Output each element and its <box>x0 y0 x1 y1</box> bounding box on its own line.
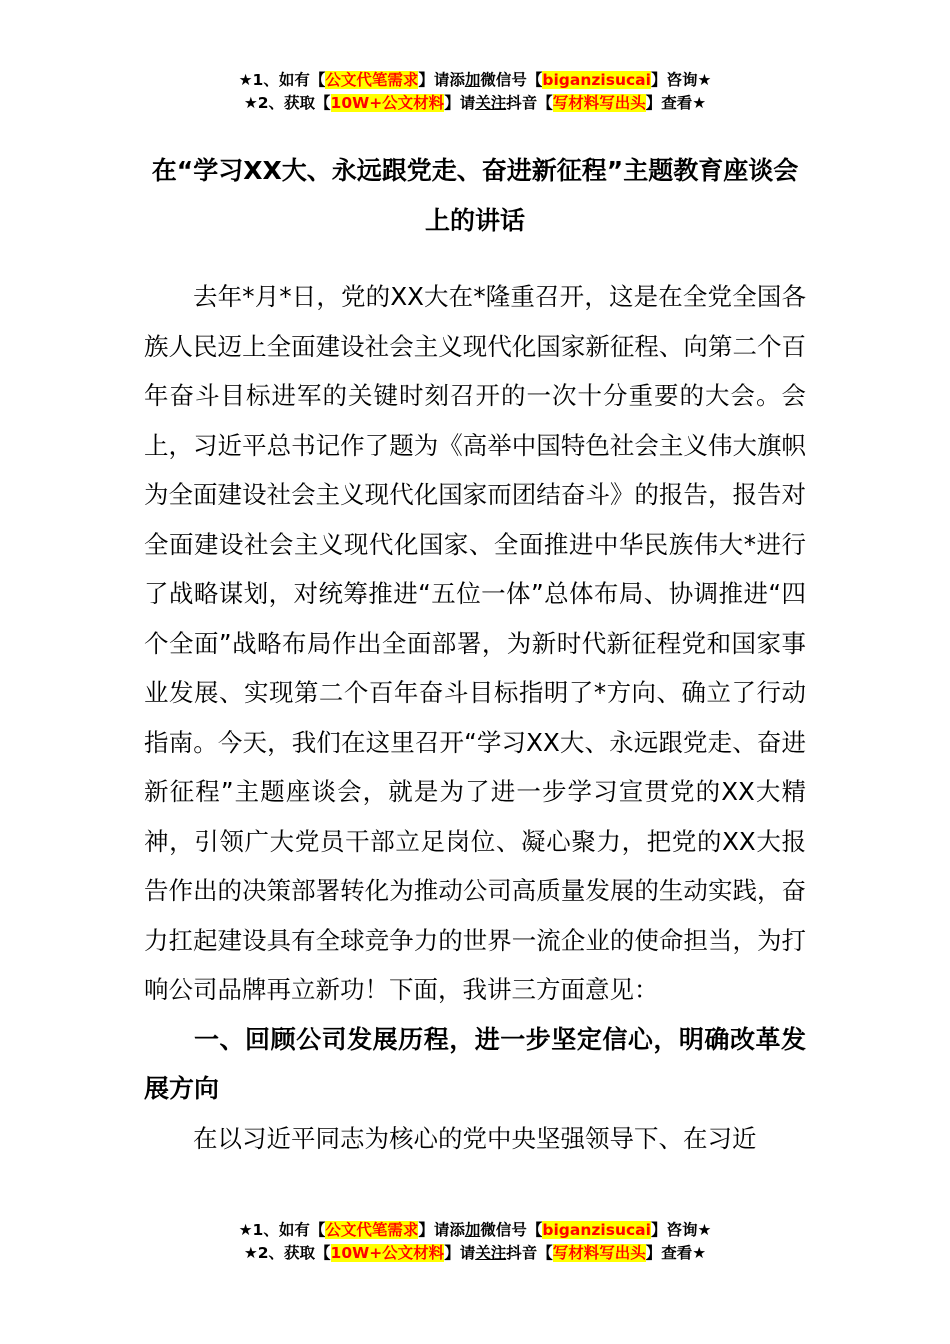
header-ad-line-2: ★2、获取【10W+公文材料】请关注抖音【写材料写出头】查看★ <box>243 94 707 112</box>
highlight-service: 公文代笔需求 <box>325 1221 419 1239</box>
header-ad-banner <box>0 69 950 115</box>
document-body <box>144 272 806 1163</box>
paragraph: 在以习近平同志为核心的党中央坚强领导下、在习近 <box>193 1123 757 1153</box>
highlight-wechat-id: biganzisucai <box>542 1221 651 1239</box>
highlight-service: 公文代笔需求 <box>325 71 419 89</box>
footer-ad-banner <box>0 1219 950 1265</box>
paragraph: 去年*月*日，党的XX大在*隆重召开，这是在全党全国各族人民迈上全面建设社会主义现代化国家新征程、向第二个百年奋斗目标进军的关键时刻召开的一次十分重要的大会。会上，习近平总书记作了题为《高举中国特色社会主义伟大旗帜为全面建设社会主义现代化国家而团结奋斗》的报告，报告对全面建设社会主义现代化国家、全面推进中华民族伟大*进行了战略谋划，对统筹推进“五位一体”总体布局、协调推进“四个全面”战略布局作出全面部署，为新时代新征程党和国家事业发展、实现第二个百年奋斗目标指明了*方向、确立了行动指南。今天，我们在这里召开“学习XX大、永远跟党走、奋进新征程”主题座谈会，就是为了进一步学习宣贯党的XX大精神，引领广大党员干部立足岗位、凝心聚力，把党的XX大报告作出的决策部署转化为推动公司高质量发展的生动实践，奋力扛起建设具有全球竞争力的世界一流企业的使命担当，为打响公司品牌再立新功！下面，我讲三方面意见： <box>144 282 806 1004</box>
highlight-wechat-id: biganzisucai <box>542 71 651 89</box>
header-ad-line-1: ★1、如有【公文代笔需求】请添加微信号【biganzisucai】咨询★ <box>238 71 712 89</box>
highlight-materials: 10W+公文材料 <box>330 1244 445 1262</box>
highlight-douyin: 写材料写出头 <box>552 94 646 112</box>
highlight-materials: 10W+公文材料 <box>330 94 445 112</box>
document-title: 在“学习XX大、永远跟党走、奋进新征程”主题教育座谈会上的讲话 <box>151 156 799 235</box>
footer-ad-line-1: ★1、如有【公文代笔需求】请添加微信号【biganzisucai】咨询★ <box>238 1221 712 1239</box>
highlight-douyin: 写材料写出头 <box>552 1244 646 1262</box>
footer-ad-line-2: ★2、获取【10W+公文材料】请关注抖音【写材料写出头】查看★ <box>243 1244 707 1262</box>
section-heading: 一、回顾公司发展历程，进一步坚定信心，明确改革发展方向 <box>144 1024 806 1103</box>
